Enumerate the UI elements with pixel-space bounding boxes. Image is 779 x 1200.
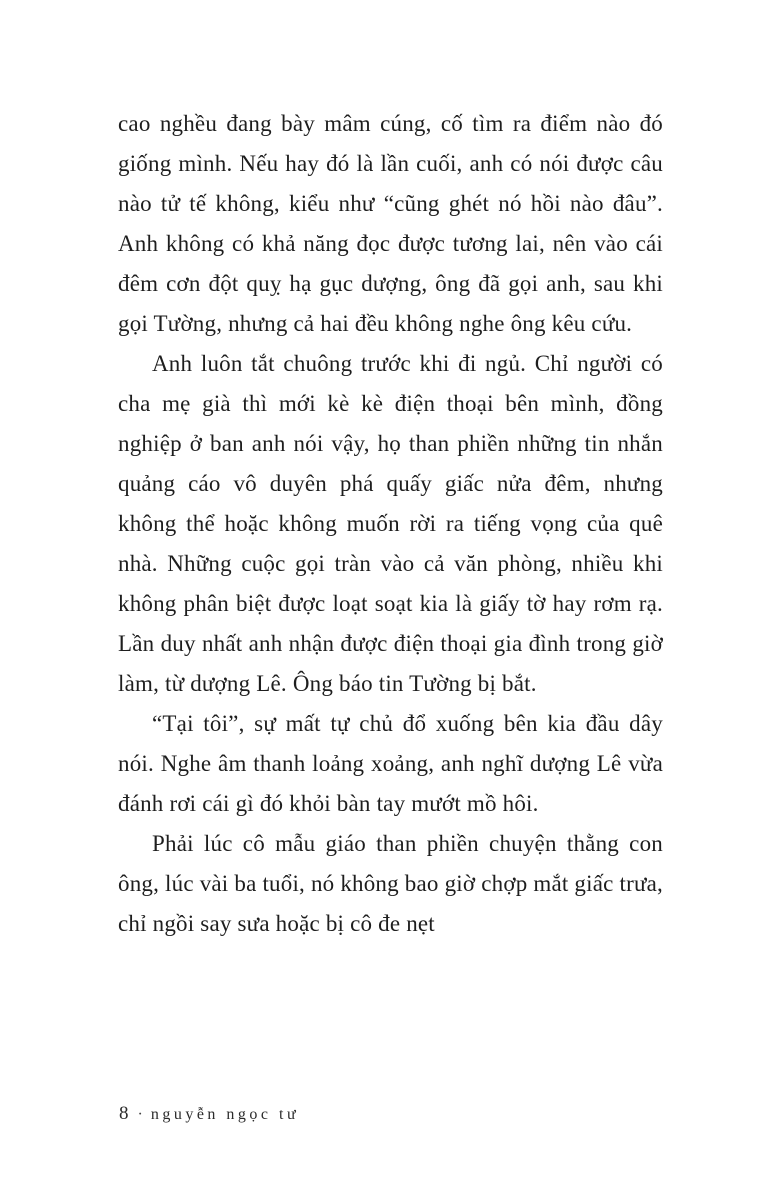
paragraph: “Tại tôi”, sự mất tự chủ đổ xuống bên kia đầu dây nói. Nghe âm thanh loảng xoảng, anh nghĩ dượng Lê vừa đánh rơi cái gì đó khỏi bàn tay mướt mồ hôi. [118,711,663,816]
page-footer [119,1103,299,1125]
paragraph-continuation: cao nghều đang bày mâm cúng, cố tìm ra điểm nào đó giống mình. Nếu hay đó là lần cuối, anh có nói được câu nào tử tế không, kiểu như “cũng ghét nó hồi nào đâu”. Anh không có khả năng đọc được tương lai, nên vào cái đêm cơn đột quỵ hạ gục dượng, ông đã gọi anh, sau khi gọi Tường, nhưng cả hai đều không nghe ông kêu cứu. [118,111,663,336]
page-number: 8 [119,1103,130,1124]
footer-separator-icon: · [137,1106,143,1123]
author-name: nguyễn ngọc tư [150,1106,300,1123]
paragraph: Anh luôn tắt chuông trước khi đi ngủ. Chỉ người có cha mẹ già thì mới kè kè điện thoại bên mình, đồng nghiệp ở ban anh nói vậy, họ than phiền những tin nhắn quảng cáo vô duyên phá quấy giấc nửa đêm, nhưng không thể hoặc không muốn rời ra tiếng vọng của quê nhà. Những cuộc gọi tràn vào cả văn phòng, nhiều khi không phân biệt được loạt soạt kia là giấy tờ hay rơm rạ. Lần duy nhất anh nhận được điện thoại gia đình trong giờ làm, từ dượng Lê. Ông báo tin Tường bị bắt. [118,351,663,696]
body-text [118,104,663,944]
paragraph: Phải lúc cô mẫu giáo than phiền chuyện thằng con ông, lúc vài ba tuổi, nó không bao giờ chợp mắt giấc trưa, chỉ ngồi say sưa hoặc bị cô đe nẹt [118,831,663,936]
